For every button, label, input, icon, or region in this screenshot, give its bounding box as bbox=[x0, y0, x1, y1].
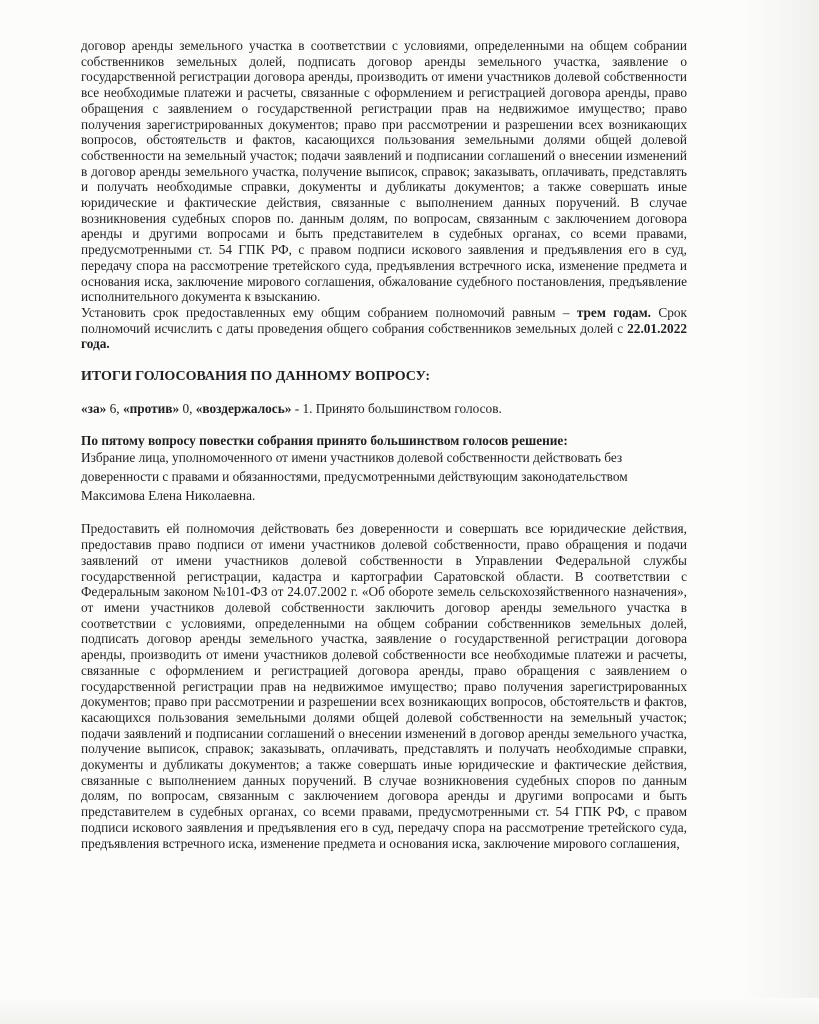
term-rest: Срок полномочий исчислить с даты проведения общего собрания собственников земельных долей с bbox=[81, 304, 687, 336]
term-date: 22.01.2022 года. bbox=[81, 320, 687, 352]
fifth-question-text: Избрание лица, уполномоченного от имени участников долевой собственности действовать без доверенности с правами и обязанностями, предусмотренными действующим законодательством Максимова Елена Николаевна. bbox=[81, 450, 628, 504]
scan-shadow-right bbox=[737, 0, 819, 1024]
fifth-question-heading-text: По пятому вопросу повестки собрания принято большинством голосов решение: bbox=[81, 432, 568, 448]
term-duration: трем годам. bbox=[576, 304, 651, 320]
term-intro: Установить срок предоставленных ему общим собранием полномочий равным – bbox=[81, 304, 570, 320]
vote-abstain-label: «воздержалось» bbox=[195, 401, 292, 417]
voting-heading: ИТОГИ ГОЛОСОВАНИЯ ПО ДАННОМУ ВОПРОСУ: bbox=[81, 369, 431, 385]
paragraph-powers-continued: договор аренды земельного участка в соответствии с условиями, определенными на общем собрании собственников земельных долей, подписать договор аренды земельного участка, заявление о государственной регистрации договора аренды, производить от имени участников долевой собственности все необходимые платежи и расчеты, связанные с оформлением и регистрацией договора аренды, право обращения с заявлением о государственной регистрации прав на недвижимое имущество; право получения зарегистрированных документов; право при рассмотрении и разрешении всех возникающих вопросов, обстоятельств и фактов, касающихся пользования земельными долями общей долевой собственности на земельный участок; подачи заявлений и подписании соглашений о внесении изменений в договор аренды земельного участка, получение выписок, справок; заказывать, оплачивать, представлять и получать необходимые справки, документы и дубликаты документов; а также совершать иные юридические и фактические действия, связанные с выполнением данных поручений. В случае возникновения судебных споров по. данным долям, по вопросам, связанным с заключением договора аренды и другими вопросами и быть представителем в судебных органах, со всеми правами, предусмотренными ст. 54 ГПК РФ, с правом подписи искового заявления и предъявления его в суд, передачу спора на рассмотрение третейского суда, предъявления встречного иска, изменение предмета и основания иска, заключение мирового соглашения, обжалование судебного постановления, предъявление исполнительного документа к взысканию. bbox=[81, 38, 687, 305]
paragraph-term bbox=[81, 305, 687, 352]
scan-shadow-bottom bbox=[0, 998, 819, 1024]
fifth-question-heading bbox=[81, 433, 687, 449]
vote-for-label: «за» bbox=[81, 401, 107, 417]
vote-against-label: «против» bbox=[122, 401, 180, 417]
vote-against-value: 0, bbox=[182, 401, 193, 417]
voting-results bbox=[81, 401, 687, 417]
vote-for-value: 6, bbox=[109, 401, 120, 417]
vote-abstain-value: - 1. Принято большинством голосов. bbox=[294, 401, 502, 417]
paragraph-powers-granted: Предоставить ей полномочия действовать без доверенности и совершать все юридические действия, предоставив право подписи от имени участников долевой собственности, право обращения и подачи заявлений от имени участников долевой собственности в Управлении Федеральной службы государственной регистрации, кадастра и картографии Саратовской области. В соответствии с Федеральным законом №101-ФЗ от 24.07.2002 г. «Об обороте земель сельскохозяйственного назначения», от имени участников долевой собственности заключить договор аренды земельного участка в соответствии с условиями, определенными на общем собрании собственников земельных долей, подписать договор аренды земельного участка, заявление о государственной регистрации договора аренды, производить от имени участников долевой собственности все необходимые платежи и расчеты, связанные с оформлением и регистрацией договора аренды, право обращения с заявлением о государственной регистрации прав на недвижимое имущество; право получения зарегистрированных документов; право при рассмотрении и разрешении всех возникающих вопросов, обстоятельств и фактов, касающихся пользования земельными долями общей долевой собственности на земельный участок; подачи заявлений и подписании соглашений о внесении изменений в договор аренды земельного участка, получение выписок, справок; заказывать, оплачивать, представлять и получать необходимые справки, документы и дубликаты документов; а также совершать иные юридические и фактические действия, связанные с выполнением данных поручений. В случае возникновения судебных споров по данным долям, по вопросам, связанным с заключением договора аренды и другими вопросами и быть представителем в судебных органах, со всеми правами, предусмотренными ст. 54 ГПК РФ, с правом подписи искового заявления и предъявления его в суд, передачу спора на рассмотрение третейского суда, предъявления встречного иска, изменение предмета и основания иска, заключение мирового соглашения, bbox=[81, 521, 687, 851]
document-body bbox=[81, 38, 687, 851]
